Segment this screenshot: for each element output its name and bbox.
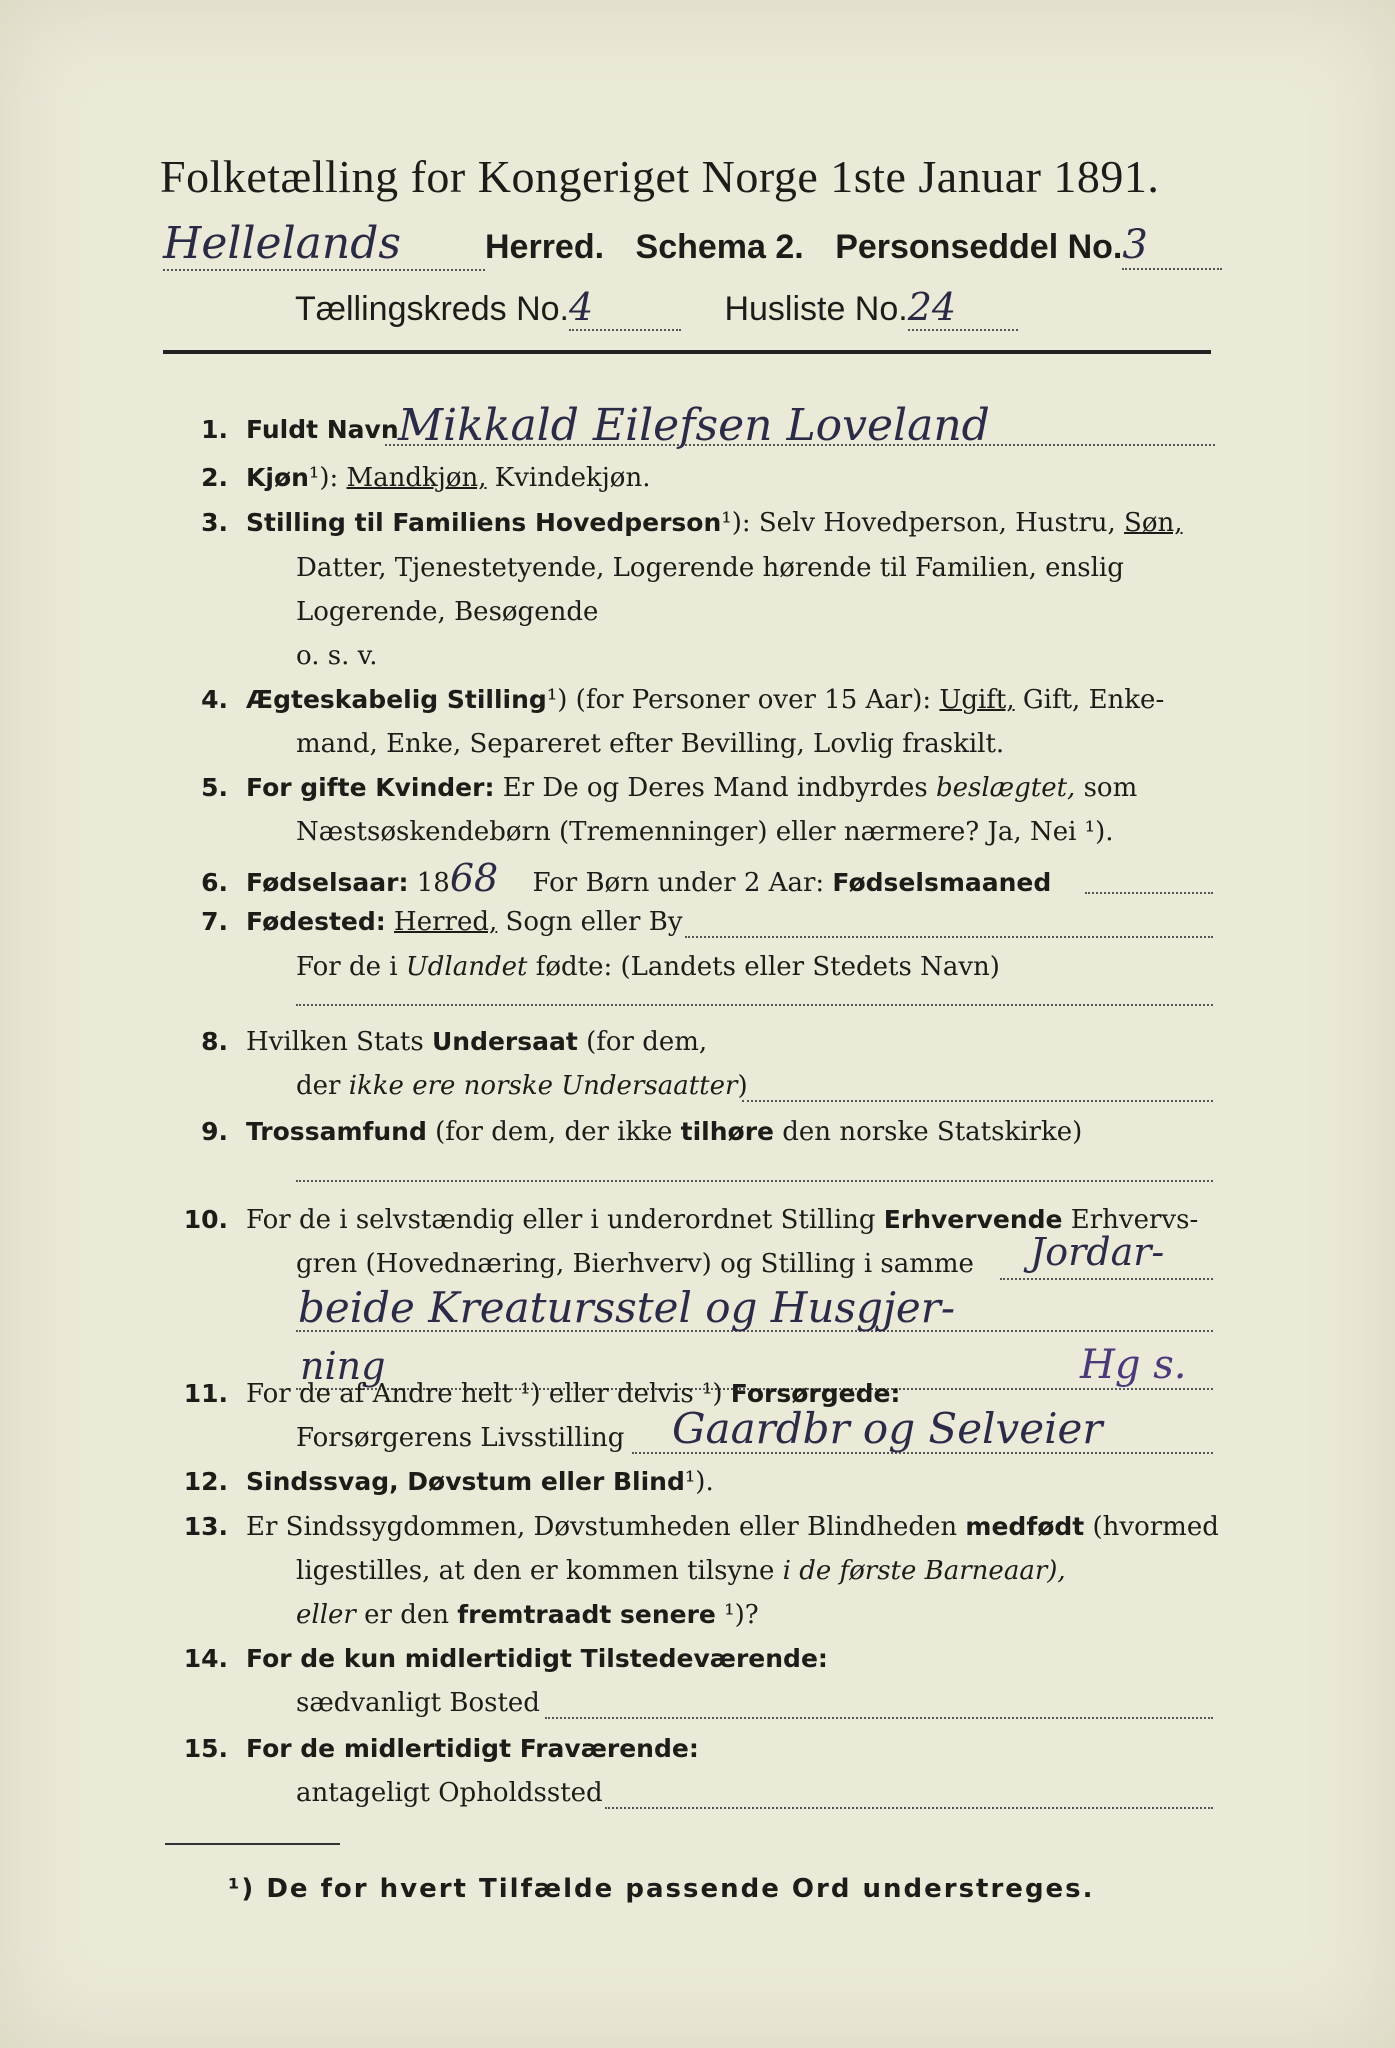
- option-ugift: Ugift,: [939, 685, 1015, 715]
- question-11: 11. For de af Andre helt ¹) eller delvis ¹) Forsørgede:: [183, 1379, 901, 1409]
- header-rule: [163, 350, 1211, 354]
- option-mandkjon: Mandkjøn,: [346, 463, 487, 493]
- option-herred: Herred,: [394, 907, 498, 937]
- question-6: 6. Fødselsaar: 1868 For Børn under 2 Aar: Fødselsmaaned: [201, 856, 1052, 900]
- kreds-label: Tællingskreds No.: [295, 290, 569, 328]
- question-5: 5. For gifte Kvinder: Er De og Deres Mand indbyrdes beslægtet, som: [201, 773, 1138, 803]
- question-7: 7. Fødested: Herred, Sogn eller By: [201, 907, 683, 937]
- provider-occupation-value: Gaardbr og Selveier: [672, 1404, 1103, 1453]
- schema-label: Schema 2.: [635, 228, 804, 266]
- question-13: 13. Er Sindssygdommen, Døvstumheden eller Blindheden medfødt (hvormed: [183, 1512, 1219, 1542]
- question-8: 8. Hvilken Stats Undersaat (for dem,: [201, 1027, 708, 1057]
- footnote: ¹) De for hvert Tilfælde passende Ord understreges.: [228, 1874, 1095, 1904]
- husliste-value: 24: [908, 285, 1018, 331]
- personseddel-value: 3: [1122, 222, 1222, 270]
- question-1: 1. Fuldt Navn: [201, 415, 399, 444]
- birth-year-value: 68: [449, 856, 499, 900]
- occupation-note: Hg s.: [1080, 1342, 1187, 1388]
- form-title: Folketælling for Kongeriget Norge 1ste Januar 1891.: [160, 151, 1160, 202]
- question-15: 15. For de midlertidigt Fraværende:: [183, 1734, 699, 1763]
- question-3: 3. Stilling til Familiens Hovedperson¹): Selv Hovedperson, Hustru, Søn,: [201, 508, 1183, 538]
- option-son: Søn,: [1124, 508, 1183, 538]
- question-9: 9. Trossamfund (for dem, der ikke tilhøre den norske Statskirke): [201, 1117, 1083, 1147]
- husliste-label: Husliste No.: [724, 290, 908, 328]
- herred-label: Herred.: [485, 228, 605, 266]
- header-row-kreds: [295, 285, 1018, 331]
- footnote-rule: [165, 1843, 340, 1845]
- occupation-line-1: Jordar-: [1030, 1230, 1165, 1274]
- occupation-line-3: ning: [300, 1344, 386, 1388]
- kreds-value: 4: [569, 285, 681, 331]
- question-2: 2. Kjøn¹): Mandkjøn, Kvindekjøn.: [201, 463, 651, 493]
- full-name-value: Mikkald Eilefsen Loveland: [398, 400, 990, 451]
- personseddel-label: Personseddel No.: [835, 228, 1123, 266]
- herred-value: Hellelands: [163, 218, 485, 271]
- question-4: 4. Ægteskabelig Stilling¹) (for Personer over 15 Aar): Ugift, Gift, Enke-: [201, 685, 1165, 715]
- occupation-line-2: beide Kreatursstel og Husgjer-: [298, 1283, 956, 1332]
- header-row-herred: [163, 218, 1222, 271]
- question-14: 14. For de kun midlertidigt Tilstedeværende:: [183, 1644, 828, 1673]
- question-12: 12. Sindssvag, Døvstum eller Blind¹).: [183, 1467, 714, 1497]
- question-10: 10. For de i selvstændig eller i underordnet Stilling Erhvervende Erhvervs-: [183, 1205, 1199, 1235]
- census-form-page: Folketælling for Kongeriget Norge 1ste Januar 1891. Hellelands Herred. Schema 2. Personseddel No.3 Tællingskreds No.4 Husliste No.24 1. Fuldt Navn Mikkald Eilefsen Loveland 2. Kjøn¹): Mandkjøn, Kvindekjøn. 3. Stilling til Familiens Hovedperson¹): Selv Hovedperson, Hustru, Søn, Datter, Tjenestetyende, Logerende hørende til Familien, enslig Logerende, Besøgende o. s. v. 4. Ægteskabelig Stilling¹) (for Personer over 15 Aar): Ugift, Gift, Enke- mand, Enke, Separeret efter Bevilling, Lovlig fraskilt. 5. For gifte Kvinder: Er De og Deres Mand indbyrdes beslægtet, som Næstsøskendebørn (Tremenninger) eller nærmere? Ja, Nei ¹). 6. Fødselsaar: 1868 For Børn under 2 Aar: Fødselsmaaned 7. Fødested: Herred, Sogn eller By For de i Udlandet fødte: (Landets eller Stedets Navn) 8. Hvilken Stats Undersaat (for dem, der ikke ere norske Undersaatter) 9. Trossamfund (for dem, der ikke tilhøre den norske Statskirke) 10. For de i selvstændig eller i underordnet Stilling Erhvervende Erhvervs- gren (Hovednæring, Bierhverv) og Stilling i samme Jordar- beide Kreatursstel og Husgjer- ning Hg s. 11. For de af Andre helt ¹) eller delvis ¹) Forsørgede: Forsørgerens Livsstilling Gaardbr og Selveier 12. Sindssvag, Døvstum eller Blind¹). 13. Er Sindssygdommen, Døvstumheden eller Blindheden medfødt (hvormed ligestilles, at den er kommen tilsyne i de første Barneaar), eller er den fremtraadt senere ¹)? 14. For de kun midlertidigt Tilstedeværende: sædvanligt Bosted 15. For de midlertidigt Fraværende: antageligt Opholdssted ¹) De for hvert Tilfælde passende Ord understreges.: [0, 0, 1395, 2048]
